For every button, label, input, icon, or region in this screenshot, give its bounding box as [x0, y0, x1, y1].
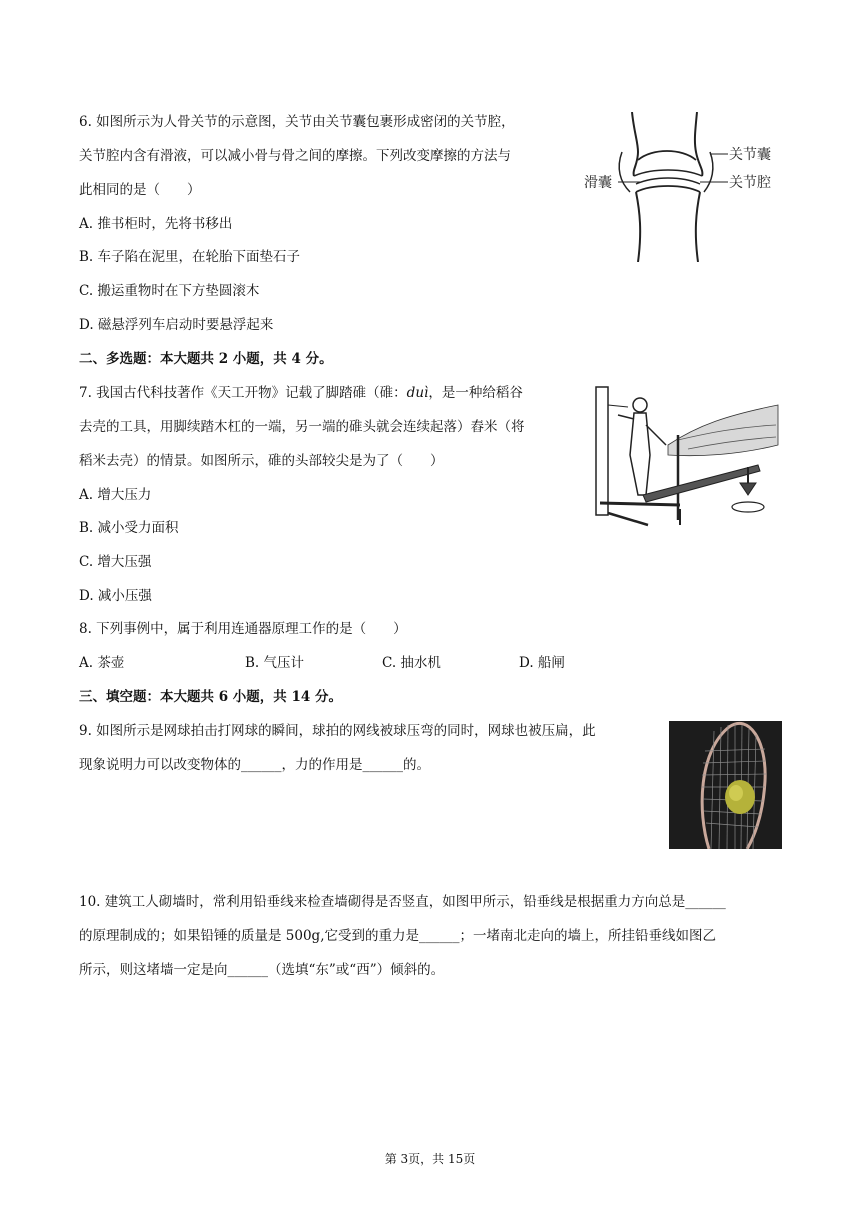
q7-line-2: 去壳的工具，用脚续踏木杠的一端，另一端的碓头就会连续起落）舂米（将 — [79, 419, 525, 435]
q10-line-1: 10. 建筑工人砌墙时，常利用铅垂线来检查墙砌得是否竖直，如图甲所示，铅垂线是根据重力方向总是______ — [79, 894, 726, 910]
q8-option-b: B. 气压计 — [245, 655, 305, 671]
q8-option-c: C. 抽水机 — [382, 655, 441, 671]
q6-option-c: C. 搬运重物时在下方垫圆滚木 — [79, 283, 260, 299]
q9-line-1: 9. 如图所示是网球拍击打网球的瞬间，球拍的网线被球压弯的同时，网球也被压扁，此 — [79, 723, 596, 739]
page-footer: 第 3页，共 15页 — [384, 1152, 476, 1166]
section-2-heading: 二、多选题：本大题共 2 小题，共 4 分。 — [79, 351, 333, 367]
q7-pinyin: duì — [406, 385, 429, 401]
q7-line-1-suffix: ，是一种给稻谷 — [428, 385, 523, 401]
tennis-racket-figure — [669, 721, 782, 849]
q7-line-1-prefix: 7. 我国古代科技著作《天工开物》记载了脚踏碓（碓： — [79, 385, 407, 401]
label-cavity: 关节腔 — [729, 175, 771, 191]
q8-stem: 8. 下列事例中，属于利用连通器原理工作的是（ ） — [79, 621, 407, 637]
q8-option-d: D. 船闸 — [519, 655, 565, 671]
q6-line-1: 6. 如图所示为人骨关节的示意图，关节由关节囊包裹形成密闭的关节腔， — [79, 114, 515, 130]
q10-line-3: 所示，则这堵墙一定是向______（选填“东”或“西”）倾斜的。 — [79, 962, 445, 978]
q10-line-2: 的原理制成的；如果铅锤的质量是 500g,它受到的重力是______；一堵南北走向的墙上，所挂铅垂线如图乙 — [79, 928, 716, 944]
q7-option-b: B. 减小受力面积 — [79, 520, 179, 536]
label-fluid: 滑囊 — [584, 175, 612, 191]
pedal-pestle-figure — [588, 385, 782, 531]
q6-line-2: 关节腔内含有滑液，可以减小骨与骨之间的摩擦。下列改变摩擦的方法与 — [79, 148, 511, 164]
label-capsule: 关节囊 — [729, 147, 771, 163]
q7-option-d: D. 减小压强 — [79, 588, 152, 604]
q7-line-1 — [79, 384, 523, 402]
section-3-heading: 三、填空题：本大题共 6 小题，共 14 分。 — [79, 689, 342, 705]
q6-option-a: A. 推书柜时，先将书移出 — [79, 216, 233, 232]
q6-option-d: D. 磁悬浮列车启动时要悬浮起来 — [79, 317, 274, 333]
q9-line-2: 现象说明力可以改变物体的______，力的作用是______的。 — [79, 757, 430, 773]
q6-line-3: 此相同的是（ ） — [79, 182, 201, 198]
q7-option-a: A. 增大压力 — [79, 487, 152, 503]
q7-option-c: C. 增大压强 — [79, 554, 152, 570]
joint-figure — [582, 112, 782, 262]
q6-option-b: B. 车子陷在泥里，在轮胎下面垫石子 — [79, 249, 301, 265]
q8-option-a: A. 茶壶 — [79, 655, 125, 671]
q7-line-3: 稻米去壳）的情景。如图所示，碓的头部较尖是为了（ ） — [79, 453, 444, 469]
